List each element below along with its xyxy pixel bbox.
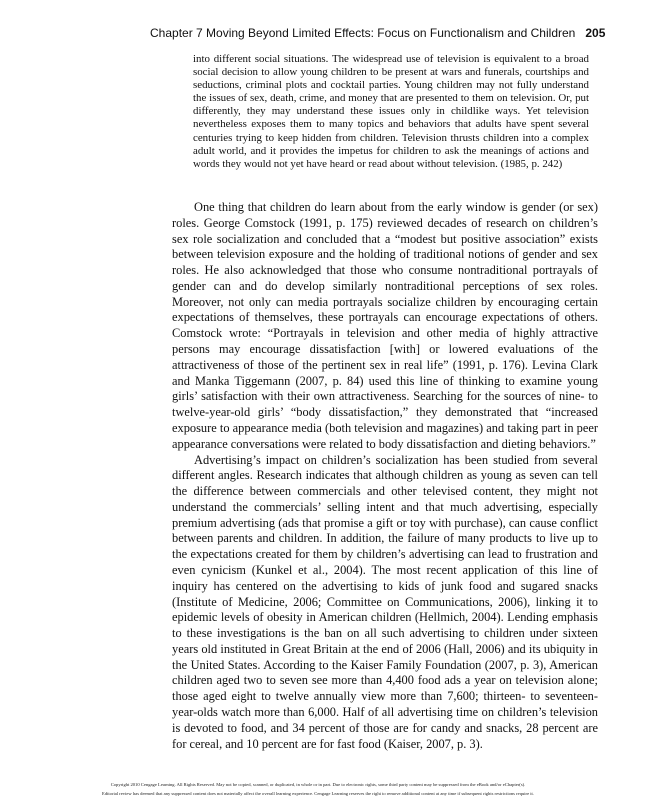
block-quote: into different social situations. The widespread use of television is equivalent to a broad social decision to allow young children to be present at wars and funerals, courtships and seductions, criminal plots and cocktail parties. Young children may not fully understand the issues of sex, death, crime, and money that are presented to them on television. Or, put differently, they may understand these issues only in childlike ways. Yet television nevertheless exposes them to many topics and behaviors that adults have spent several centuries trying to keep hidden from children. Television thrusts children into a complex adult world, and it provides the impetus for children to ask the meanings of actions and words they would not yet have heard or read about without television. (1985, p. 242) xyxy=(193,53,589,170)
body-text xyxy=(172,200,598,752)
paragraph-gender-roles: One thing that children do learn about from the early window is gender (or sex) roles. George Comstock (1991, p. 175) reviewed decades of research on children’s sex role socialization and concluded that a “modest but positive association” exists between television exposure and the holding of traditional notions of gender and sex roles. He also acknowledged that those who consume nontraditional portrayals of gender can and do develop similarly nontraditional perceptions of sex roles. Moreover, not only can media portrayals socialize children by encouraging certain expectations of themselves, these portrayals can encourage expectations of others. Comstock wrote: “Portrayals in television and other media of highly attractive persons may encourage dissatisfaction [with] or lowered evaluations of the attractiveness of those of the pertinent sex in real life” (1991, p. 176). Levina Clark and Manka Tiggemann (2007, p. 84) used this line of thinking to examine young girls’ satisfaction with their own attractiveness. Searching for the sources of nine- to twelve-year-old girls’ “body dissatisfaction,” they demonstrated that “increased exposure to appearance media (both television and magazines) and taking part in peer appearance conversations were related to body dissatisfaction and dieting behaviors.” xyxy=(172,200,598,451)
copyright-line-1: Copyright 2010 Cengage Learning. All Rights Reserved. May not be copied, scanned, or duplicated, in whole or in part. Due to electronic rights, some third party content may be suppressed from the eBook and/or eChapter(s). xyxy=(110,782,526,787)
running-head xyxy=(150,26,606,40)
copyright-line-2: Editorial review has deemed that any suppressed content does not materially affect the overall learning experience. Cengage Learning reserves the right to remove additional content at any time if subsequent rights restrictions require it. xyxy=(102,791,534,796)
chapter-title: Chapter 7 Moving Beyond Limited Effects: Focus on Functionalism and Children xyxy=(150,26,576,40)
paragraph-advertising: Advertising’s impact on children’s socialization has been studied from several different angles. Research indicates that although children as young as seven can tell the difference between commercials and other televised content, they might not understand the commercials’ selling intent and that much advertising, especially premium advertising (ads that promise a gift or toy with purchase), can cause conflict between parents and children. In addition, the failure of many products to live up to the expectations created for them by children’s advertising can lead to frustration and even cynicism (Kunkel et al., 2004). The most recent application of this line of inquiry has centered on the advertising to kids of junk food and sugared snacks (Institute of Medicine, 2006; Committee on Communications, 2006), linking it to epidemic levels of obesity in American children (Hellmich, 2004). Lending emphasis to these investigations is the ban on all such advertising to children under sixteen years old instituted in Great Britain at the end of 2006 (Hall, 2006) and its ubiquity in the United States. According to the Kaiser Family Foundation (2007, p. 3), American children aged two to seven see more than 4,400 food ads a year on television alone; those aged eight to twelve annually view more than 7,600; thirteen- to seventeen-year-olds watch more than 6,000. Half of all advertising time on children’s television is devoted to food, and 34 percent of those are for candy and snacks, 28 percent are for cereal, and 10 percent are for fast food (Kaiser, 2007, p. 3). xyxy=(172,452,598,751)
page-number: 205 xyxy=(585,26,606,40)
copyright-footer xyxy=(8,780,628,798)
